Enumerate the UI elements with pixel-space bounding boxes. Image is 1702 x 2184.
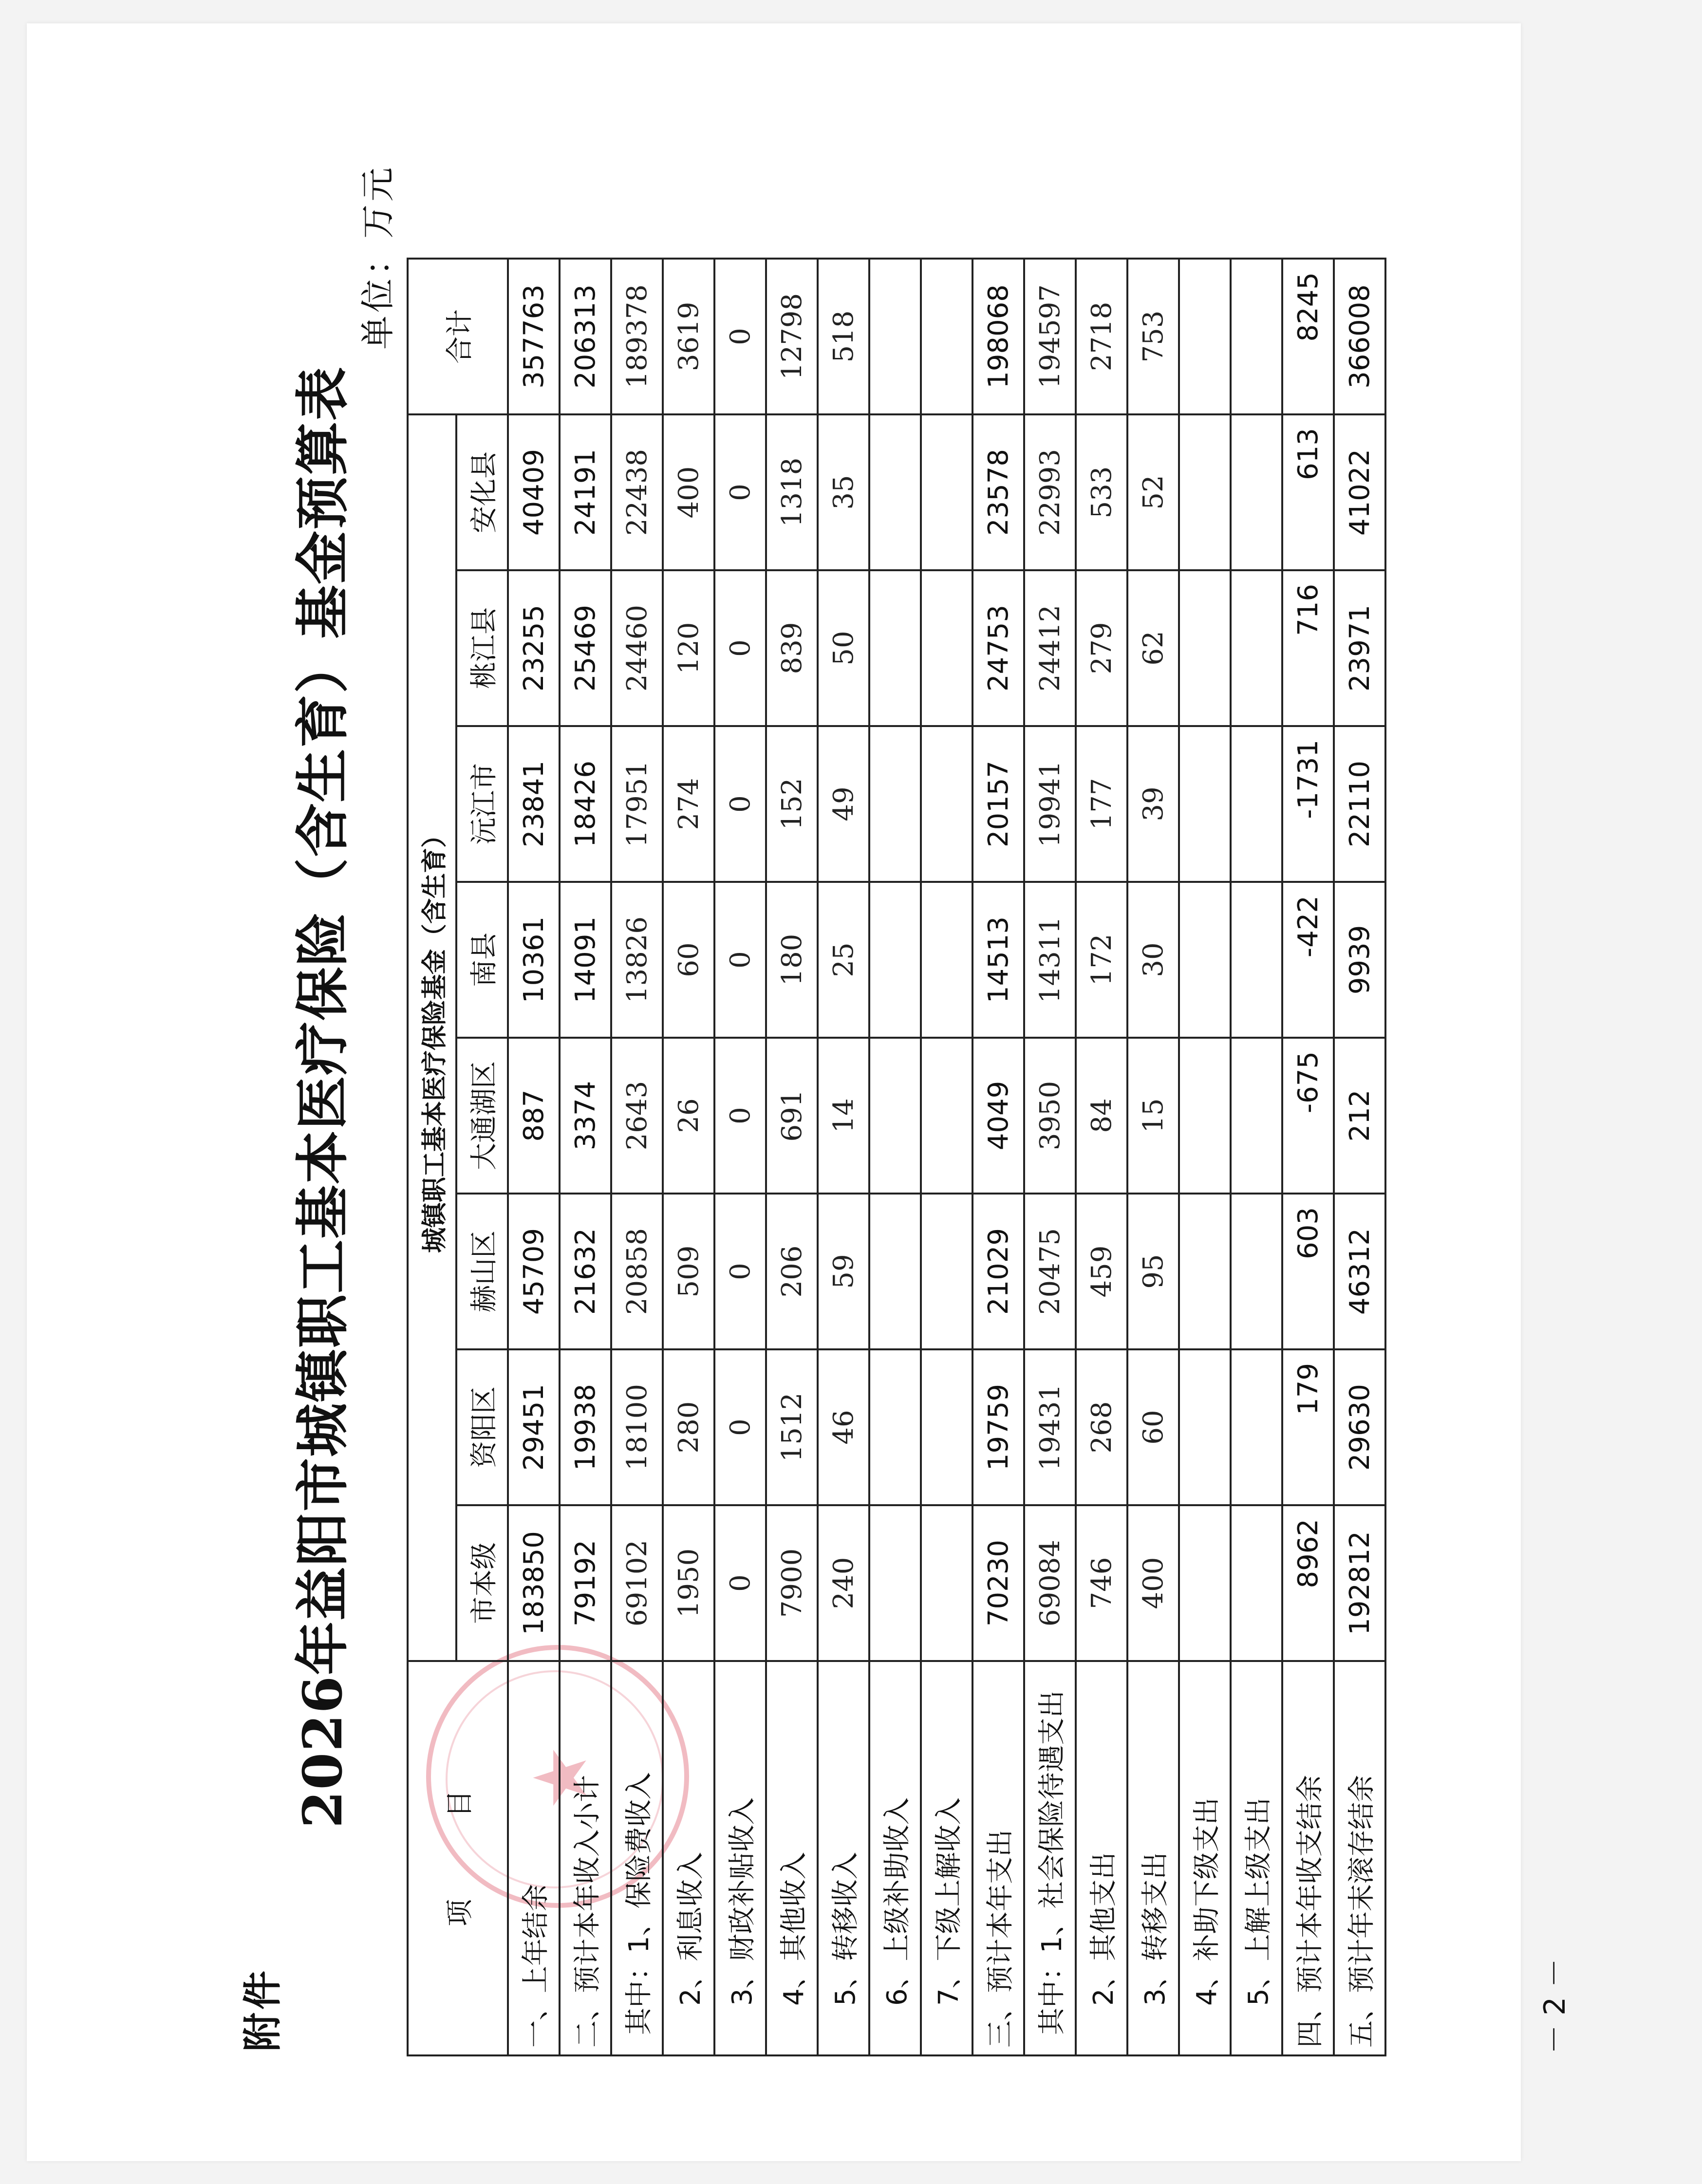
- table-cell: 120: [663, 570, 714, 726]
- table-cell: 24460: [611, 570, 663, 726]
- table-cell: 183850: [508, 1505, 560, 1661]
- table-cell: 26: [663, 1038, 714, 1194]
- column-header: 合计: [408, 259, 508, 414]
- row-label: 五、预计年末滚存结余: [1334, 1661, 1385, 2055]
- table-cell: 357763: [508, 259, 560, 414]
- table-cell: 3374: [560, 1038, 611, 1194]
- table-cell: 152: [766, 726, 818, 882]
- table-cell: 50: [818, 570, 869, 726]
- row-label: 4、其他收入: [766, 1661, 818, 2055]
- table-row: [973, 259, 1024, 2055]
- table-cell: 0: [714, 570, 766, 726]
- table-cell: 366008: [1334, 259, 1385, 414]
- table-cell: [1231, 726, 1282, 882]
- table-cell: 14513: [973, 882, 1024, 1038]
- row-label: 其中：1、保险费收入: [611, 1661, 663, 2055]
- row-label: 2、其他支出: [1076, 1661, 1127, 2055]
- table-cell: 0: [714, 882, 766, 1038]
- table-row: [1024, 259, 1076, 2055]
- table-cell: 279: [1076, 570, 1127, 726]
- table-body: [508, 259, 1385, 2055]
- table-cell: 46: [818, 1349, 869, 1505]
- table-cell: [1231, 1194, 1282, 1349]
- table-cell: -1731: [1282, 726, 1334, 882]
- table-cell: 22110: [1334, 726, 1385, 882]
- table-cell: [1179, 1505, 1231, 1661]
- table-cell: 35: [818, 414, 869, 570]
- table-cell: 613: [1282, 414, 1334, 570]
- table-cell: 23578: [973, 414, 1024, 570]
- table-cell: 19759: [973, 1349, 1024, 1505]
- column-header: 沅江市: [456, 726, 508, 882]
- table-cell: 23841: [508, 726, 560, 882]
- table-cell: 2643: [611, 1038, 663, 1194]
- table-cell: 19941: [1024, 726, 1076, 882]
- table-cell: 60: [1127, 1349, 1179, 1505]
- table-cell: 9939: [1334, 882, 1385, 1038]
- table-cell: 18426: [560, 726, 611, 882]
- table-cell: [1231, 414, 1282, 570]
- table-cell: 192812: [1334, 1505, 1385, 1661]
- table-cell: [1231, 1505, 1282, 1661]
- table-row: [818, 259, 869, 2055]
- table-cell: 45709: [508, 1194, 560, 1349]
- table-row: [869, 259, 921, 2055]
- table-cell: 0: [714, 1038, 766, 1194]
- table-cell: 0: [714, 1349, 766, 1505]
- table-cell: [1231, 570, 1282, 726]
- table-cell: 746: [1076, 1505, 1127, 1661]
- table-cell: 0: [714, 1505, 766, 1661]
- table-cell: 46312: [1334, 1194, 1385, 1349]
- table-cell: 194597: [1024, 259, 1076, 414]
- row-label: 5、转移收入: [818, 1661, 869, 2055]
- table-cell: [1179, 259, 1231, 414]
- table-cell: 25469: [560, 570, 611, 726]
- table-cell: 23971: [1334, 570, 1385, 726]
- table-cell: [869, 259, 921, 414]
- table-cell: 79192: [560, 1505, 611, 1661]
- table-cell: 0: [714, 726, 766, 882]
- table-cell: 15: [1127, 1038, 1179, 1194]
- table-cell: 274: [663, 726, 714, 882]
- table-cell: 172: [1076, 882, 1127, 1038]
- table-row: [560, 259, 611, 2055]
- table-cell: [869, 1194, 921, 1349]
- table-row: [663, 259, 714, 2055]
- table-cell: 509: [663, 1194, 714, 1349]
- table-cell: [1179, 414, 1231, 570]
- table-cell: [869, 414, 921, 570]
- table-cell: [1179, 1349, 1231, 1505]
- table-cell: [921, 1194, 973, 1349]
- table-cell: 20157: [973, 726, 1024, 882]
- table-cell: [869, 1349, 921, 1505]
- table-cell: 0: [714, 259, 766, 414]
- table-cell: 1950: [663, 1505, 714, 1661]
- table-cell: 691: [766, 1038, 818, 1194]
- rotated-content: [192, 77, 1702, 2117]
- row-label: 三、预计本年支出: [973, 1661, 1024, 2055]
- table-cell: 30: [1127, 882, 1179, 1038]
- table-cell: 753: [1127, 259, 1179, 414]
- table-cell: 8962: [1282, 1505, 1334, 1661]
- table-cell: 268: [1076, 1349, 1127, 1505]
- table-cell: [921, 570, 973, 726]
- row-label: 其中：1、社会保险待遇支出: [1024, 1661, 1076, 2055]
- table-cell: 3950: [1024, 1038, 1076, 1194]
- table-cell: 179: [1282, 1349, 1334, 1505]
- table-cell: 240: [818, 1505, 869, 1661]
- table-cell: [921, 1505, 973, 1661]
- table-cell: 198068: [973, 259, 1024, 414]
- table-cell: 206: [766, 1194, 818, 1349]
- table-row: [1076, 259, 1127, 2055]
- column-header: 南县: [456, 882, 508, 1038]
- column-header: 桃江县: [456, 570, 508, 726]
- table-row: [508, 259, 560, 2055]
- table-cell: [921, 414, 973, 570]
- row-label: 四、预计本年收支结余: [1282, 1661, 1334, 2055]
- table-cell: [921, 1349, 973, 1505]
- table-row: [714, 259, 766, 2055]
- table-cell: 10361: [508, 882, 560, 1038]
- table-cell: [1179, 1038, 1231, 1194]
- table-cell: 533: [1076, 414, 1127, 570]
- table-cell: 4049: [973, 1038, 1024, 1194]
- table-row: [921, 259, 973, 2055]
- table-row: [1334, 259, 1385, 2055]
- table-cell: [921, 1038, 973, 1194]
- table-cell: 206313: [560, 259, 611, 414]
- table-cell: 3619: [663, 259, 714, 414]
- table-row: [766, 259, 818, 2055]
- table-cell: 62: [1127, 570, 1179, 726]
- table-cell: 24753: [973, 570, 1024, 726]
- row-label: 二、预计本年收入小计: [560, 1661, 611, 2055]
- column-header: 安化县: [456, 414, 508, 570]
- table-cell: 24412: [1024, 570, 1076, 726]
- table-row: [1282, 259, 1334, 2055]
- table-cell: 20475: [1024, 1194, 1076, 1349]
- table-cell: 23255: [508, 570, 560, 726]
- table-cell: 14311: [1024, 882, 1076, 1038]
- page-number: － 2 －: [1538, 1958, 1572, 2054]
- table-cell: 400: [1127, 1505, 1179, 1661]
- table-cell: [1179, 570, 1231, 726]
- budget-table: [407, 258, 1386, 2056]
- row-label: 一、上年结余: [508, 1661, 560, 2055]
- column-header: 大通湖区: [456, 1038, 508, 1194]
- table-cell: 2718: [1076, 259, 1127, 414]
- table-row: [1231, 259, 1282, 2055]
- column-header: 赫山区: [456, 1194, 508, 1349]
- table-cell: 887: [508, 1038, 560, 1194]
- table-cell: [1179, 882, 1231, 1038]
- row-label: 4、补助下级支出: [1179, 1661, 1231, 2055]
- table-cell: [921, 882, 973, 1038]
- table-cell: [1231, 1349, 1282, 1505]
- table-cell: 0: [714, 1194, 766, 1349]
- table-cell: 69084: [1024, 1505, 1076, 1661]
- table-cell: 84: [1076, 1038, 1127, 1194]
- table-cell: 60: [663, 882, 714, 1038]
- table-cell: 180: [766, 882, 818, 1038]
- table-row: [611, 259, 663, 2055]
- table-cell: 212: [1334, 1038, 1385, 1194]
- table-cell: [869, 1505, 921, 1661]
- table-cell: 29451: [508, 1349, 560, 1505]
- table-cell: 0: [714, 414, 766, 570]
- table-cell: 518: [818, 259, 869, 414]
- table-cell: [921, 259, 973, 414]
- seal-star-icon: ★: [519, 1745, 603, 1811]
- table-cell: 24191: [560, 414, 611, 570]
- column-header: 资阳区: [456, 1349, 508, 1505]
- table-cell: 39: [1127, 726, 1179, 882]
- item-header: 项 目: [408, 1661, 508, 2055]
- table-cell: 400: [663, 414, 714, 570]
- table-cell: 280: [663, 1349, 714, 1505]
- table-cell: 49: [818, 726, 869, 882]
- table-cell: 29630: [1334, 1349, 1385, 1505]
- table-cell: 1512: [766, 1349, 818, 1505]
- document-page: [27, 23, 1572, 2161]
- table-cell: 14091: [560, 882, 611, 1038]
- table-cell: 40409: [508, 414, 560, 570]
- table-cell: 8245: [1282, 259, 1334, 414]
- table-cell: [869, 570, 921, 726]
- table-cell: 25: [818, 882, 869, 1038]
- table-cell: 21632: [560, 1194, 611, 1349]
- table-cell: 52: [1127, 414, 1179, 570]
- table-cell: 839: [766, 570, 818, 726]
- table-cell: [1231, 882, 1282, 1038]
- table-cell: 70230: [973, 1505, 1024, 1661]
- row-label: 2、利息收入: [663, 1661, 714, 2055]
- table-cell: 14: [818, 1038, 869, 1194]
- table-cell: 21029: [973, 1194, 1024, 1349]
- table-cell: 59: [818, 1194, 869, 1349]
- table-row: [1127, 259, 1179, 2055]
- table-cell: -675: [1282, 1038, 1334, 1194]
- attachment-label: 附件: [240, 1968, 285, 2052]
- table-cell: -422: [1282, 882, 1334, 1038]
- table-cell: 22993: [1024, 414, 1076, 570]
- group-header: 城镇职工基本医疗保险基金（含生育）: [408, 414, 456, 1661]
- row-label: 3、财政补贴收入: [714, 1661, 766, 2055]
- table-cell: 13826: [611, 882, 663, 1038]
- table-cell: 7900: [766, 1505, 818, 1661]
- table-cell: 17951: [611, 726, 663, 882]
- row-label: 6、上级补助收入: [869, 1661, 921, 2055]
- column-header: 市本级: [456, 1505, 508, 1661]
- table-row: [1179, 259, 1231, 2055]
- table-cell: 12798: [766, 259, 818, 414]
- table-cell: 19938: [560, 1349, 611, 1505]
- table-cell: 95: [1127, 1194, 1179, 1349]
- table-cell: 20858: [611, 1194, 663, 1349]
- table-cell: 18100: [611, 1349, 663, 1505]
- table-cell: 716: [1282, 570, 1334, 726]
- table-cell: 41022: [1334, 414, 1385, 570]
- table-cell: 189378: [611, 259, 663, 414]
- table-cell: [869, 1038, 921, 1194]
- document-title: 2026年益阳市城镇职工基本医疗保险（含生育）基金预算表: [291, 366, 354, 1829]
- table-cell: [1231, 1038, 1282, 1194]
- unit-label: 单位：万元: [358, 165, 398, 350]
- table-cell: [1179, 1194, 1231, 1349]
- row-label: 3、转移支出: [1127, 1661, 1179, 2055]
- table-cell: [869, 882, 921, 1038]
- table-cell: [1179, 726, 1231, 882]
- row-label: 5、上解上级支出: [1231, 1661, 1282, 2055]
- table-cell: 1318: [766, 414, 818, 570]
- table-cell: 19431: [1024, 1349, 1076, 1505]
- table-cell: [1231, 259, 1282, 414]
- table-cell: 177: [1076, 726, 1127, 882]
- row-label: 7、下级上解收入: [921, 1661, 973, 2055]
- table-cell: 69102: [611, 1505, 663, 1661]
- table-cell: [921, 726, 973, 882]
- table-cell: 22438: [611, 414, 663, 570]
- table-cell: 603: [1282, 1194, 1334, 1349]
- table-cell: 459: [1076, 1194, 1127, 1349]
- table-cell: [869, 726, 921, 882]
